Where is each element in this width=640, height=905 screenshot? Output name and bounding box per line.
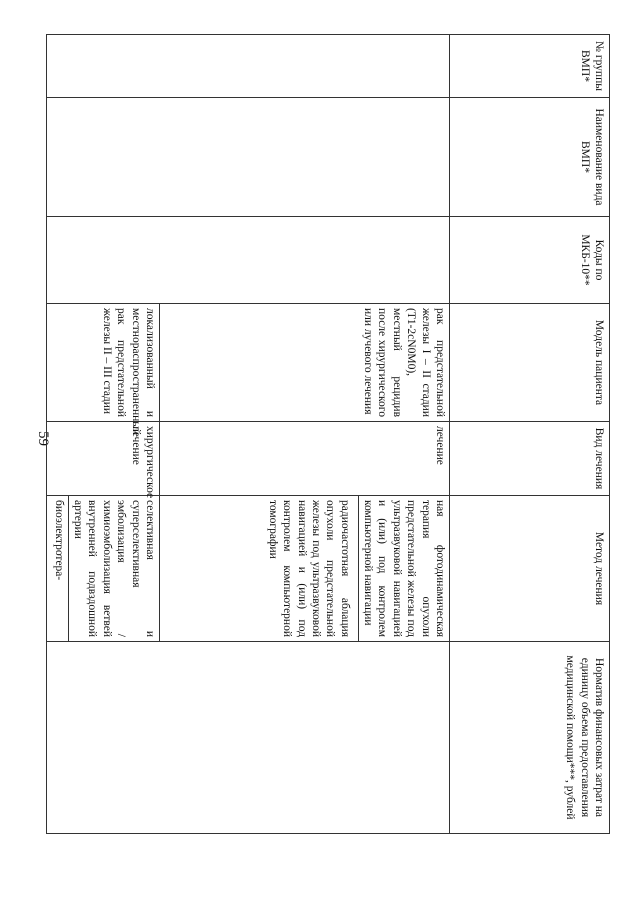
cell-patient-model: рак предстательной железы I – II стадии (T1-2cN0M0), местный рецидив после хирургического или лучевого лечения [160,304,450,422]
header-group-no: № группы ВМП* [450,35,610,98]
method-photodynamic: ная фотодинамическая терапия опухоли предстательной железы под ультразвуковой навигацией и (или) под контролем компьютерной навигации [358,496,449,641]
cell-treatment-method [160,496,450,642]
method-radiofrequency-ablation: радиочастотная аблация опухоли предстательной железы под ультразвуковой навигацией и (или) под контролем компьютерной томографии [266,500,351,637]
cell-group-no [47,35,450,98]
header-vmp-name: Наименование вида ВМП* [450,98,610,217]
table-header-row [450,35,610,834]
method-embolization: селективная и суперселективная эмболизация /химиоэмболизация ветвей внутренней подвздошной артерии [68,496,159,641]
header-treatment-method: Метод лечения [450,496,610,642]
header-cost-standard: Норматив финансовых затрат на единицу объема предоставления медицинской помощи***, рублей [450,642,610,834]
cell-vmp-name [47,98,450,217]
page-number: 59 [35,431,51,446]
header-mkb-codes: Коды по МКБ-10** [450,217,610,304]
cell-mkb-codes [47,217,450,304]
cell-treatment-method [47,496,160,642]
cell-cost-standard [47,642,450,834]
header-treatment-type: Вид лечения [450,422,610,496]
cell-patient-model: локализованный и местнораспространенный рак предстательной железы II – III стадии [47,304,160,422]
header-patient-model: Модель пациента [450,304,610,422]
cell-treatment-type: лечение [160,422,450,496]
table-row [160,35,450,834]
vmp-table [46,34,610,834]
method-bioelectrotherapy: биоэлектротера- [52,500,65,581]
cell-treatment-type: хирургическое лечение [47,422,160,496]
